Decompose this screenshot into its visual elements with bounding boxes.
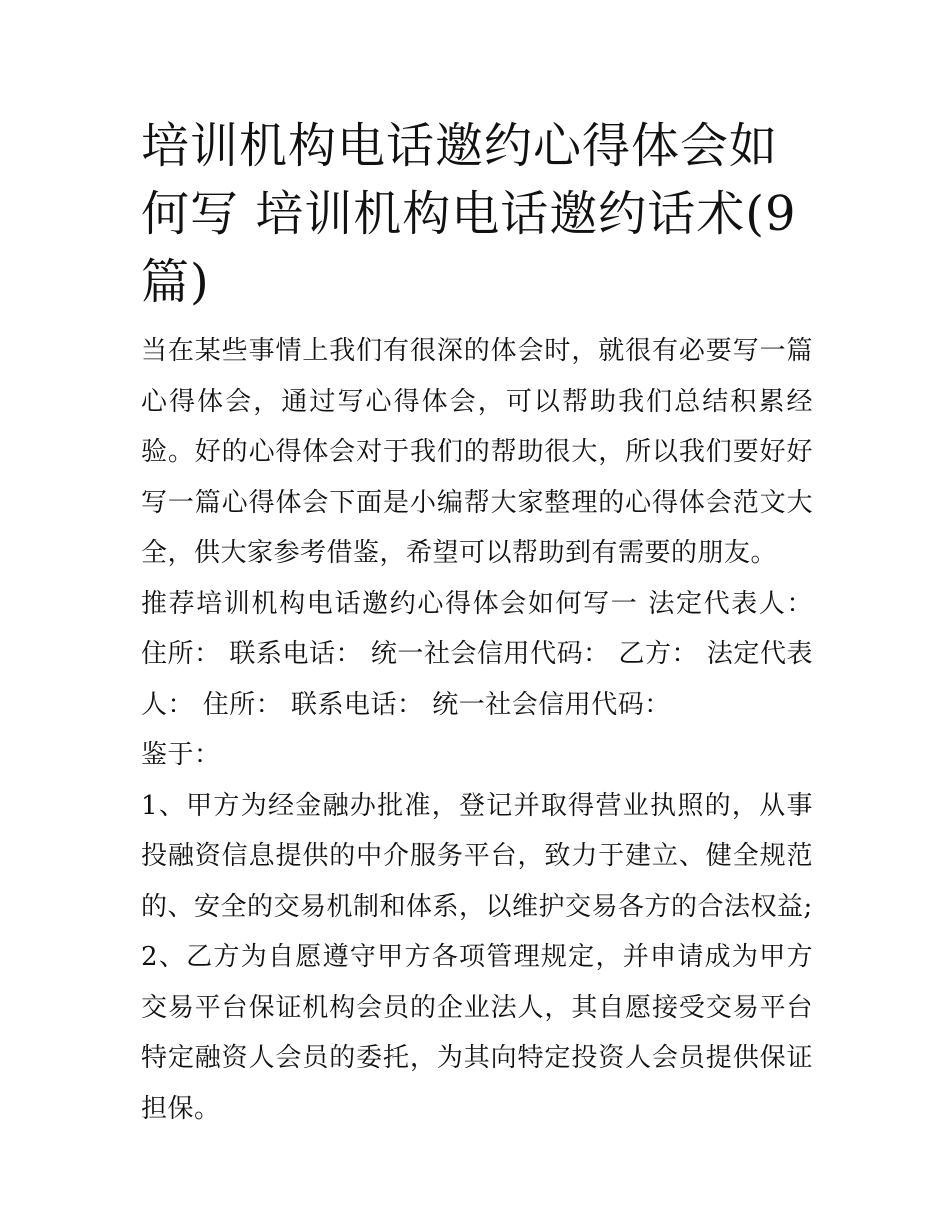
paragraph-whereas: 鉴于： [141, 740, 221, 770]
document-body [141, 112, 813, 1134]
paragraph-clause-1: 1、甲方为经金融办批准，登记并取得营业执照的，从事投融资信息提供的中介服务平台，致力于建立、健全规范的、安全的交易机制和体系，以维护交易各方的合法权益; [141, 790, 813, 922]
paragraph-clause-2: 2、乙方为自愿遵守甲方各项管理规定，并申请成为甲方交易平台保证机构会员的企业法人，其自愿接受交易平台特定融资人会员的委托，为其向特定投资人会员提供保证担保。 [141, 942, 813, 1124]
paragraph-intro: 当在某些事情上我们有很深的体会时，就很有必要写一篇心得体会，通过写心得体会，可以帮助我们总结积累经验。好的心得体会对于我们的帮助很大，所以我们要好好写一篇心得体会下面是小编帮大家整理的心得体会范文大全，供大家参考借鉴，希望可以帮助到有需要的朋友。 [141, 336, 813, 568]
document-title: 培训机构电话邀约心得体会如何写 培训机构电话邀约话术(9篇) [141, 118, 797, 310]
paragraph-parties: 推荐培训机构电话邀约心得体会如何写一 法定代表人： 住所： 联系电话： 统一社会信用代码： 乙方： 法定代表人： 住所： 联系电话： 统一社会信用代码： [141, 588, 813, 720]
